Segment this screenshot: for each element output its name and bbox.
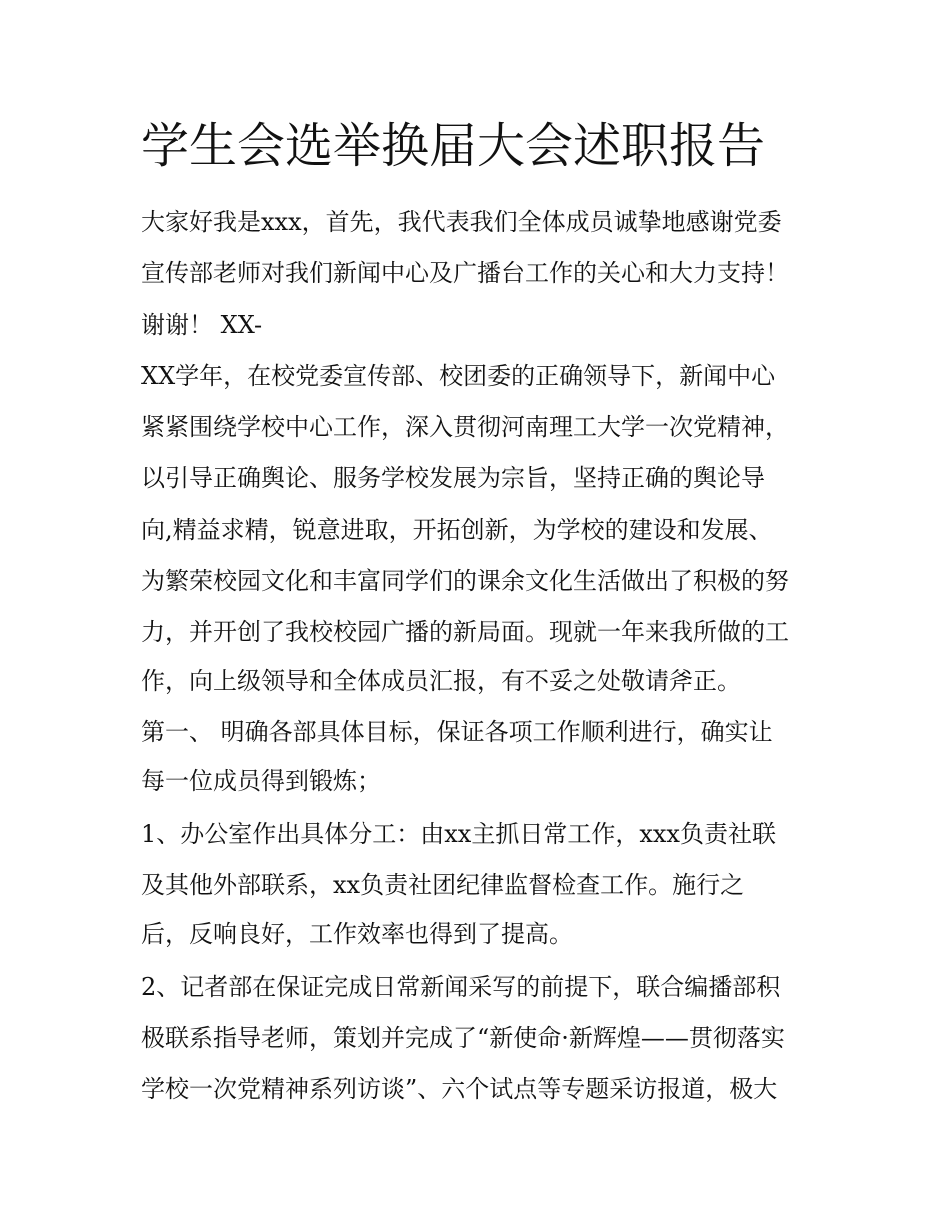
body-line: 及其他外部联系，xx负责社团纪律监督检查工作。施行之 bbox=[141, 871, 745, 899]
document-title: 学生会选举换届大会述职报告 bbox=[141, 118, 766, 174]
body-line: 向,精益求精，锐意进取，开拓创新，为学校的建设和发展、 bbox=[141, 516, 773, 544]
body-line: 以引导正确舆论、服务学校发展为宗旨，坚持正确的舆论导 bbox=[141, 464, 765, 492]
body-line: 为繁荣校园文化和丰富同学们的课余文化生活做出了积极的努 bbox=[141, 567, 789, 595]
body-line: XX学年，在校党委宣传部、校团委的正确领导下，新闻中心 bbox=[141, 362, 776, 390]
body-line: 每一位成员得到锻炼； bbox=[141, 767, 381, 795]
body-line: 大家好我是xxx，首先，我代表我们全体成员诚挚地感谢党委 bbox=[141, 208, 782, 236]
body-line: 宣传部老师对我们新闻中心及广播台工作的关心和大力支持！ bbox=[141, 259, 789, 287]
body-line: 作，向上级领导和全体成员汇报，有不妥之处敬请斧正。 bbox=[141, 667, 741, 695]
body-line: 2、记者部在保证完成日常新闻采写的前提下，联合编播部积 bbox=[141, 973, 781, 1001]
body-line: 紧紧围绕学校中心工作，深入贯彻河南理工大学一次党精神， bbox=[141, 413, 789, 441]
body-line: 第一、 明确各部具体目标，保证各项工作顺利进行，确实让 bbox=[141, 718, 773, 746]
body-line: 后，反响良好，工作效率也得到了提高。 bbox=[141, 920, 573, 948]
body-line: 极联系指导老师，策划并完成了“新使命·新辉煌——贯彻落实 bbox=[141, 1024, 785, 1052]
body-line: 谢谢！ XX- bbox=[141, 311, 263, 339]
body-line: 力，并开创了我校校园广播的新局面。现就一年来我所做的工 bbox=[141, 618, 789, 646]
body-line: 学校一次党精神系列访谈”、六个试点等专题采访报道，极大 bbox=[141, 1075, 778, 1103]
body-line: 1、办公室作出具体分工：由xx主抓日常工作，xxx负责社联 bbox=[141, 820, 776, 848]
